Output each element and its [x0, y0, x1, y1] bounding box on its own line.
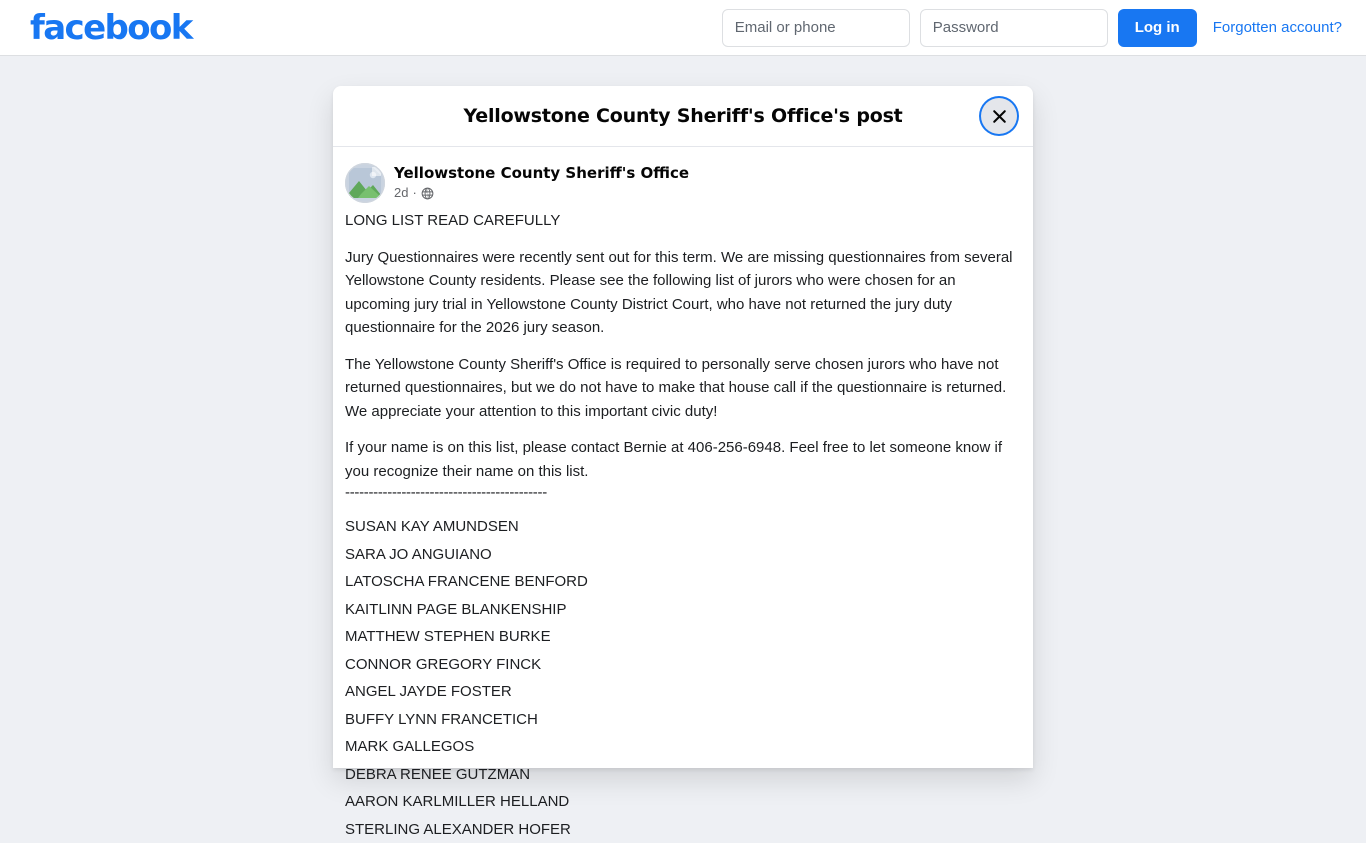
- post-dashed-divider: -------------------------------------------: [345, 483, 1021, 503]
- post-meta: [394, 163, 689, 202]
- list-item: BUFFY LYNN FRANCETICH: [345, 706, 1021, 734]
- list-item: SUSAN KAY AMUNDSEN: [345, 513, 1021, 541]
- list-item: KAITLINN PAGE BLANKENSHIP: [345, 596, 1021, 624]
- meta-separator: ·: [412, 184, 416, 202]
- juror-name-list: [345, 513, 1021, 843]
- dialog-header: [333, 86, 1033, 147]
- facebook-logo[interactable]: facebook: [30, 11, 192, 45]
- list-item: DEBRA RENEE GUTZMAN: [345, 761, 1021, 789]
- avatar[interactable]: [345, 163, 385, 203]
- list-item: SARA JO ANGUIANO: [345, 541, 1021, 569]
- email-or-phone-input[interactable]: [722, 9, 910, 47]
- dialog-title: Yellowstone County Sheriff's Office's post: [403, 105, 962, 127]
- globe-public-icon[interactable]: [421, 187, 434, 200]
- list-item: MATTHEW STEPHEN BURKE: [345, 623, 1021, 651]
- list-item: STERLING ALEXANDER HOFER: [345, 816, 1021, 843]
- list-item: CONNOR GREGORY FINCK: [345, 651, 1021, 679]
- list-item: ANGEL JAYDE FOSTER: [345, 678, 1021, 706]
- log-in-button[interactable]: Log in: [1118, 9, 1197, 47]
- post-paragraph-1: Jury Questionnaires were recently sent out for this term. We are missing questionnaires from several Yellowstone County residents. Please see the following list of jurors who were chosen for an upcoming jury trial in Yellowstone County District Court, who have not returned the jury duty questionnaire for the 2026 jury season.: [345, 246, 1021, 340]
- post-submeta: [394, 184, 689, 202]
- facebook-top-bar: [0, 0, 1366, 56]
- list-item: LATOSCHA FRANCENE BENFORD: [345, 568, 1021, 596]
- close-button[interactable]: [981, 98, 1017, 134]
- post-headline: LONG LIST READ CAREFULLY: [345, 209, 1021, 233]
- broken-image-placeholder-icon: [345, 163, 385, 203]
- password-input[interactable]: [920, 9, 1108, 47]
- forgotten-account-link[interactable]: Forgotten account?: [1213, 19, 1342, 36]
- list-item: AARON KARLMILLER HELLAND: [345, 788, 1021, 816]
- post-author-header: [345, 163, 1021, 209]
- post-paragraph-3: If your name is on this list, please contact Bernie at 406-256-6948. Feel free to let someone know if you recognize their name on this list.: [345, 436, 1021, 483]
- post-timestamp[interactable]: 2d: [394, 184, 408, 202]
- post-paragraph-2: The Yellowstone County Sheriff's Office is required to personally serve chosen jurors who have not returned questionnaires, but we do not have to make that house call if the questionnaire is returned. We appreciate your attention to this important civic duty!: [345, 353, 1021, 424]
- list-item: MARK GALLEGOS: [345, 733, 1021, 761]
- post-body-text: [345, 209, 1021, 843]
- close-icon: [991, 108, 1008, 125]
- login-form: [722, 9, 1350, 47]
- post-dialog: [333, 86, 1033, 768]
- post-author-name[interactable]: Yellowstone County Sheriff's Office: [394, 164, 689, 183]
- dialog-body-scroll-area[interactable]: [333, 147, 1033, 843]
